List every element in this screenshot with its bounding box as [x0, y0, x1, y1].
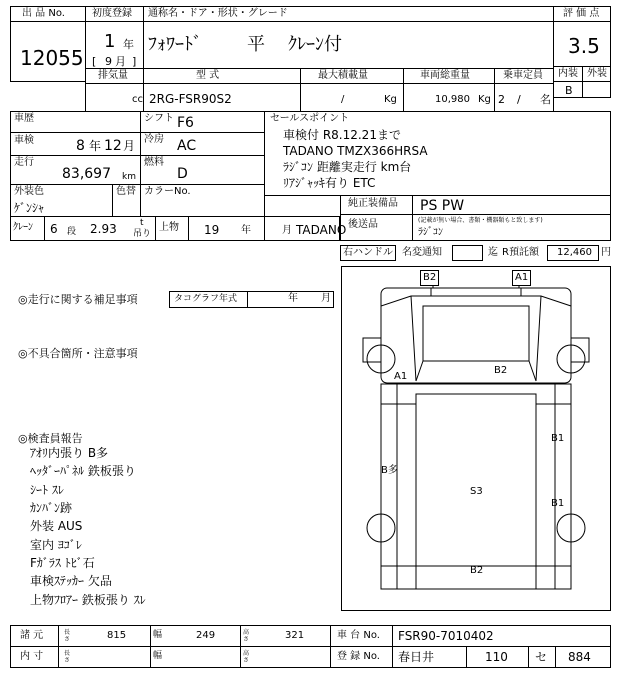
post-value: ﾗｼﾞｺﾝ	[418, 227, 443, 238]
mileage-label: 走行	[14, 157, 34, 168]
gross-weight-unit: Kg	[478, 94, 491, 105]
reg-label: 登 録 No.	[337, 651, 380, 662]
grade-label: 評 価 点	[563, 8, 600, 19]
upper-month-unit: 月	[282, 225, 292, 236]
upper-label: 上物	[159, 222, 179, 233]
upper-maker: TADANO	[296, 223, 347, 237]
max-load-label: 最大積載量	[318, 70, 368, 81]
body-type: 平	[247, 34, 265, 55]
width-label: 幅	[153, 630, 163, 640]
color-code-label: カラーNo.	[144, 186, 191, 197]
inspector-line-6: 室内 ﾖｺﾞﾚ	[30, 538, 82, 552]
first-reg-year: 1	[104, 31, 116, 52]
travel-notes-label: ◎走行に関する補足事項	[18, 293, 138, 306]
mileage-value: 83,697	[62, 166, 111, 182]
reg-area: 春日井	[398, 650, 435, 664]
displacement-unit: cc	[132, 94, 143, 105]
equipment: ｸﾚｰﾝ付	[288, 34, 342, 55]
capacity-sep: /	[517, 93, 521, 106]
name-change-check	[452, 245, 483, 261]
mark-b1-right-lower: B1	[551, 498, 565, 509]
height-label-inner: 高さ	[243, 650, 250, 664]
mark-b-many-left: B多	[381, 465, 398, 476]
ac-value: AC	[177, 138, 197, 154]
capacity-label: 乗車定員	[503, 70, 543, 81]
truck-diagram	[341, 266, 611, 611]
inspection-year: 8	[76, 138, 85, 154]
height-label: 高さ	[243, 629, 250, 643]
tacho-month-unit: 月	[321, 293, 331, 304]
inspector-line-5: 外装 AUS	[30, 519, 83, 533]
first-reg-label: 初度登録	[92, 8, 132, 19]
inspector-line-7: Fｶﾞﾗｽ ﾄﾋﾞ石	[30, 556, 95, 570]
reg-kana: セ	[535, 650, 548, 664]
model-value: 2RG-FSR90S2	[149, 92, 232, 106]
post-label: 後送品	[348, 219, 378, 230]
post-note: (記載が無い場合、書類・機器類もと致します)	[418, 217, 543, 224]
genuine-value: PS PW	[420, 198, 465, 214]
upper-year: 19	[204, 223, 220, 237]
height-value: 321	[285, 630, 305, 641]
crane-stage-unit: 段	[67, 227, 77, 237]
length-label: 長さ	[64, 629, 71, 643]
ext-color-value: ｹﾞﾝｼｬ	[14, 201, 45, 215]
width-value: 249	[196, 630, 216, 641]
crane-stages: 6	[50, 222, 58, 236]
month-suffix: 月	[115, 55, 126, 68]
inspector-line-1: ｱｵﾘ内張り B多	[30, 446, 109, 460]
desc-label: 通称名・ドア・形状・グレード	[148, 8, 288, 19]
sales-line-1: 車検付 R8.12.21まで	[283, 128, 401, 142]
frame-value: FSR90-7010402	[398, 629, 494, 643]
transfer-label: 迄	[488, 247, 498, 258]
model-label: 型 式	[196, 70, 220, 81]
vehicle-name: ﾌｫﾜｰﾄﾞ	[148, 34, 202, 55]
color-change-label: 色替	[116, 186, 136, 197]
mark-b2-rear: B2	[470, 565, 484, 576]
history-label: 車歴	[14, 113, 34, 124]
r-value: 12,460	[557, 247, 592, 258]
r-label: R預託額	[502, 247, 539, 258]
inspection-month: 12	[104, 138, 122, 154]
gross-weight-label: 車両総重量	[420, 70, 470, 81]
capacity-unit: 名	[540, 93, 551, 106]
shift-label: シフト	[144, 113, 174, 124]
crane-tons-unit: t	[140, 218, 144, 228]
upper-year-unit: 年	[241, 225, 251, 236]
sales-line-2: TADANO TMZX366HRSA	[283, 144, 428, 158]
inspector-line-9: 上物ﾌﾛｱｰ 鉄板張り ｽﾚ	[30, 593, 146, 607]
inspector-line-3: ｼｰﾄ ｽﾚ	[30, 483, 64, 497]
mark-s3-bed: S3	[470, 486, 483, 497]
name-change-label: 名変通知	[402, 247, 442, 258]
sales-line-3: ﾗｼﾞｺﾝ 距離実走行 km台	[283, 160, 412, 174]
mark-a1-top: A1	[512, 270, 531, 286]
interior-label: 内装	[558, 68, 578, 79]
inspector-line-4: ｶﾝﾊﾞﾝ跡	[30, 501, 73, 515]
gross-weight-value: 10,980	[435, 94, 470, 105]
sales-line-4: ﾘｱｼﾞｬｯｷ有り ETC	[283, 176, 376, 190]
mark-b2-top: B2	[420, 270, 439, 286]
rhd-label: 右ハンドル	[343, 247, 393, 258]
fuel-label: 燃料	[144, 157, 164, 168]
reg-class: 110	[485, 650, 508, 664]
inner-label: 内 寸	[20, 651, 44, 662]
frame-label: 車 台 No.	[337, 630, 380, 641]
crane-tons-unit2: 吊り	[133, 229, 152, 239]
inspection-label: 車検	[14, 135, 34, 146]
tacho-label: タコグラフ年式	[174, 294, 238, 304]
tacho-year-unit: 年	[288, 293, 298, 304]
lot-label: 出 品 No.	[22, 8, 65, 19]
genuine-label: 純正装備品	[348, 198, 398, 209]
ext-color-label: 外装色	[14, 186, 44, 197]
crane-tons: 2.93	[90, 222, 117, 236]
r-unit: 円	[601, 247, 611, 258]
max-load-unit: Kg	[384, 94, 397, 105]
mark-b2-cab: B2	[494, 365, 508, 376]
crane-label: ｸﾚｰﾝ	[13, 222, 33, 233]
reg-number: 884	[568, 650, 591, 664]
interior-grade: B	[565, 84, 573, 97]
length-label-inner: 長さ	[64, 650, 71, 664]
displacement-label: 排気量	[98, 70, 128, 81]
grade-value: 3.5	[568, 34, 600, 58]
inspector-line-8: 車検ｽﾃｯｶｰ 欠品	[30, 574, 112, 588]
max-load-value: /	[341, 94, 345, 105]
first-reg-month: 9	[105, 55, 112, 68]
exterior-label: 外装	[587, 68, 607, 79]
dims-label: 諸 元	[20, 630, 44, 641]
inspector-label: ◎検査員報告	[18, 432, 83, 445]
shift-value: F6	[177, 115, 194, 131]
inspector-line-2: ﾍｯﾀﾞｰﾊﾟﾈﾙ 鉄板張り	[30, 464, 136, 478]
lot-number: 12055	[20, 46, 84, 70]
sales-points-label: セールスポイント	[270, 113, 350, 124]
width-label-inner: 幅	[153, 651, 163, 661]
ac-label: 冷房	[144, 134, 164, 145]
mark-a1-left: A1	[394, 371, 408, 382]
length-value: 815	[107, 630, 127, 641]
defect-label: ◎不具合箇所・注意事項	[18, 347, 138, 360]
fuel-value: D	[177, 166, 188, 182]
mileage-unit: km	[122, 172, 136, 182]
mark-b1-right-upper: B1	[551, 433, 565, 444]
year-suffix: 年	[123, 38, 134, 51]
capacity-value: 2	[498, 93, 505, 106]
